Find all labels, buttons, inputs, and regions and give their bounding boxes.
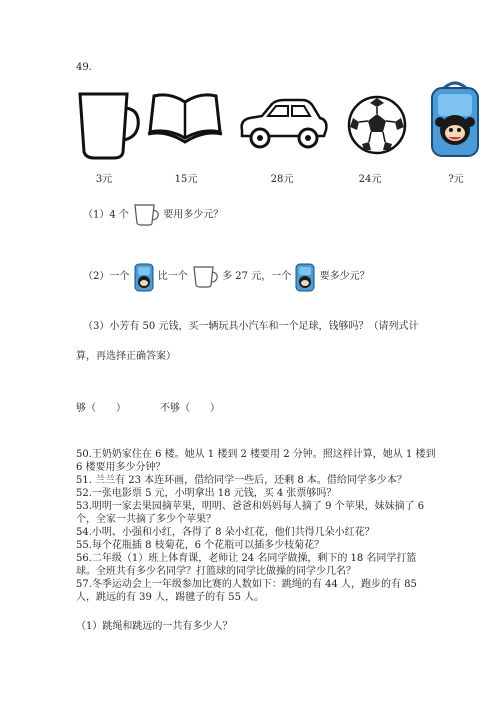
problem-line: 51. 兰兰有 23 本连环画，借给同学一些后，还剩 8 本。借给同学多少本？	[76, 475, 407, 486]
sub-question-1: （1）4 个 要用多少元？	[83, 203, 223, 228]
choice-enough: 够（ ）	[76, 403, 126, 414]
problem-line: 53.明明一家去果园摘苹果，明明、爸爸和妈妈每人摘了 9 个苹果，妹妹摘了 6	[76, 501, 425, 512]
problem-line: 52.一张电影票 5 元，小明拿出 18 元钱，买 4 张票够吗？	[76, 488, 337, 499]
problem-line: 57.冬季运动会上一年级参加比赛的人数如下：跳绳的有 44 人，跑步的有 85	[76, 579, 417, 590]
question-number: 49.	[76, 62, 92, 73]
sub-question-3-line-1: （3）小芳有 50 元钱，买一辆玩具小汽车和一个足球，钱够吗？（请列式计	[83, 321, 419, 332]
problem-line: 56.二年级（1）班上体育课，老师让 24 名同学做操，剩下的 18 名同学打篮	[76, 553, 417, 564]
sub-question-2: （2）一个 比一个 多 27 元，一个 要多少元？	[83, 260, 370, 294]
cup-icon	[191, 265, 219, 289]
problem-line: 球。全班共有多少名同学？打篮球的同学比做操的同学少几名？	[76, 566, 356, 577]
problem-57-sub-question-1: （1）跳绳和跳远的一共有多少人？	[76, 621, 233, 632]
price-cup: 3元	[95, 174, 113, 185]
price-football: 24元	[358, 174, 382, 185]
problem-line: 个，全家一共摘了多少个苹果？	[76, 514, 216, 525]
backpack-icon	[133, 261, 155, 293]
price-book: 15元	[174, 174, 198, 185]
football-icon	[346, 94, 408, 156]
choice-not-enough: 不够（ ）	[160, 403, 220, 414]
sub-question-3-line-2: 算，再选择正确答案）	[76, 351, 176, 362]
problem-line: 55.每个花瓶插 8 枝菊花，6 个花瓶可以插多少枝菊花？	[76, 540, 325, 551]
problem-line: 6 楼要用多少分钟？	[76, 462, 166, 473]
cup-icon	[132, 203, 160, 227]
toy-car-icon	[236, 96, 330, 152]
problem-line: 54.小明、小强和小红，各得了 8 朵小红花，他们共得几朵小红花？	[76, 527, 375, 538]
problem-line: 50.王奶奶家住在 6 楼。她从 1 楼到 2 楼要用 2 分钟。照这样计算，她从 1 楼到	[76, 449, 436, 460]
price-backpack: ?元	[448, 174, 464, 185]
price-car: 28元	[270, 174, 294, 185]
book-icon	[146, 88, 224, 148]
backpack-icon	[428, 78, 482, 160]
cup-icon	[72, 88, 142, 160]
problem-line: 人，跳远的有 39 人，踢毽子的有 55 人。	[76, 592, 265, 603]
backpack-icon	[294, 261, 316, 293]
